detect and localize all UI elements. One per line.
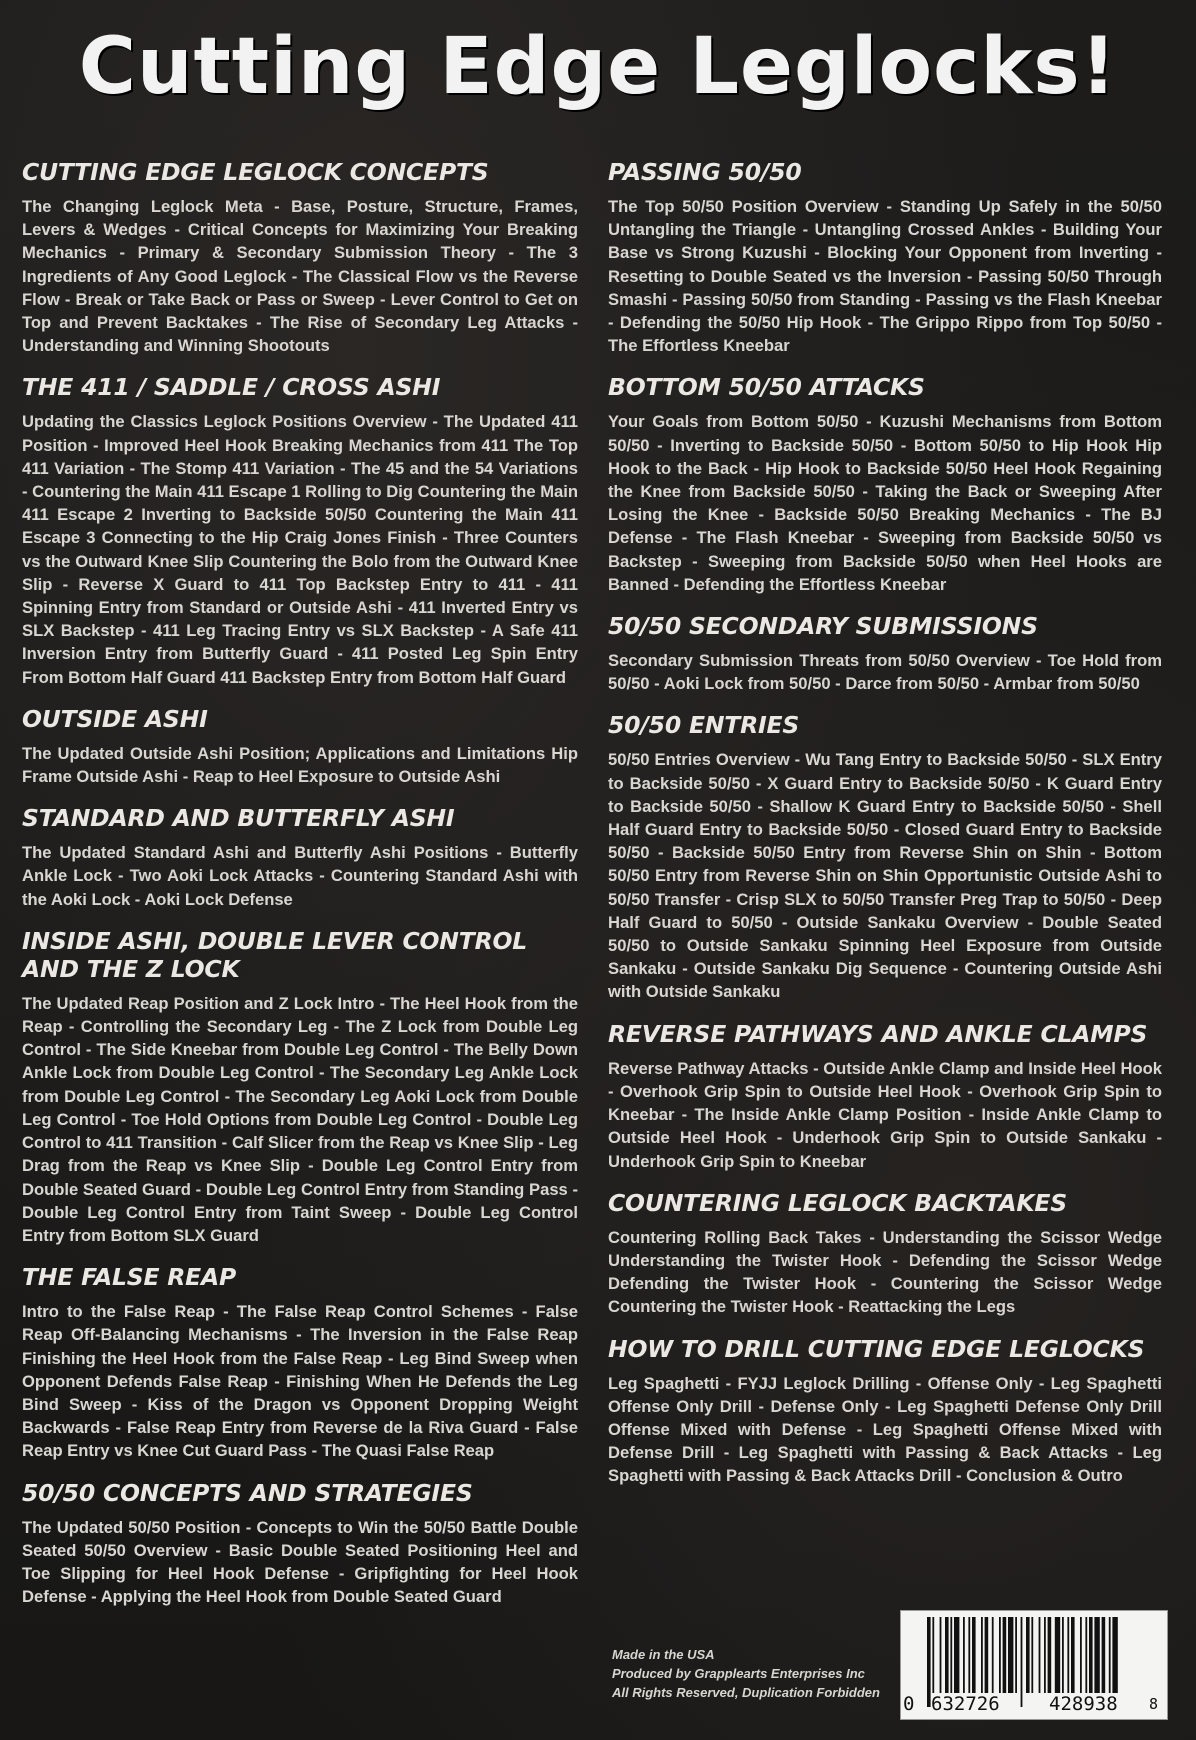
chapter-topics: The Top 50/50 Position Overview - Standing Up Safely in the 50/50 Untangling the Triangle - Untangling Crossed Ankles - Building Your Base vs Strong Kuzushi - Blocking Your Opponent from Inverting - Resetting to Double Seated vs the Inversion - Passing 50/50 Through Smashi - Passing 50/50 from Standing - Passing vs the Flash Kneebar - Defending the 50/50 Hip Hook - The Grippo Rippo from Top 50/50 - The Effortless Kneebar [608, 197, 1162, 356]
left-column [22, 158, 578, 1624]
barcode-digit-left: 0 [903, 1693, 915, 1715]
chapter-topics: 50/50 Entries Overview - Wu Tang Entry to Backside 50/50 - SLX Entry to Backside 50/50 - X Guard Entry to Backside 50/50 - K Guard Entry to Backside 50/50 - Shallow K Guard Entry to Backside 50/50 - Shell Half Guard Entry to Backside 50/50 - Closed Guard Entry to Backside 50/50 - Backside 50/50 Entry from Reverse Shin on Shin - Bottom 50/50 Entry from Reverse Shin on Shin Opportunistic Outside Ashi to 50/50 Transfer - Crisp SLX to 50/50 Transfer Preg Trap to 50/50 - Deep Half Guard to 50/50 - Outside Sankaku Overview - Double Seated 50/50 to Outside Sankaku Spinning Heel Exposure from Outside Sankaku - Outside Sankaku Dig Sequence - Countering Outside Ashi with Outside Sankaku [608, 750, 1162, 1002]
chapter-topics: The Changing Leglock Meta - Base, Posture, Structure, Frames, Levers & Wedges - Critical Concepts for Maximizing Your Breaking Mechanics - Primary & Secondary Submission Theory - The 3 Ingredients of Any Good Leglock - The Classical Flow vs the Reverse Flow - Break or Take Back or Pass or Sweep - Lever Control to Get on Top and Prevent Backtakes - The Rise of Secondary Leg Attacks - Understanding and Winning Shootouts [22, 197, 578, 356]
chapter-heading: BOTTOM 50/50 ATTACKS [608, 373, 925, 402]
chapter-section [22, 373, 578, 688]
chapter-heading: OUTSIDE ASHI [22, 704, 208, 733]
chapter-topics: Secondary Submission Threats from 50/50 Overview - Toe Hold from 50/50 - Aoki Lock from 50/50 - Darce from 50/50 - Armbar from 50/50 [608, 651, 1162, 694]
chapter-heading: COUNTERING LEGLOCK BACKTAKES [608, 1188, 1067, 1217]
chapter-topics: Leg Spaghetti - FYJJ Leglock Drilling - Offense Only - Leg Spaghetti Offense Only Drill - Defense Only - Leg Spaghetti Defense Only Drill Offense Mixed with Defense - Leg Spaghetti Offense Mixed with Defense Drill - Leg Spaghetti with Passing & Back Attacks - Leg Spaghetti with Passing & Back Attacks Drill - Conclusion & Outro [608, 1373, 1162, 1486]
chapter-heading: CUTTING EDGE LEGLOCK CONCEPTS [22, 158, 489, 186]
footer-made-in: Made in the USA [612, 1647, 715, 1662]
chapter-topics: Countering Rolling Back Takes - Understanding the Scissor Wedge Understanding the Twister Hook - Defending the Scissor Wedge Defending the Twister Hook - Countering the Scissor Wedge Countering the Twister Hook - Reattacking the Legs [608, 1227, 1162, 1317]
chapter-heading: HOW TO DRILL CUTTING EDGE LEGLOCKS [608, 1334, 1145, 1363]
barcode-group-right: 428938 [1049, 1693, 1118, 1715]
footer-credits [612, 1645, 902, 1702]
chapter-heading: 50/50 SECONDARY SUBMISSIONS [608, 612, 1038, 641]
chapter-section [22, 927, 578, 1247]
chapter-heading: THE 411 / SADDLE / CROSS ASHI [22, 373, 441, 402]
footer-rights: All Rights Reserved, Duplication Forbidden [612, 1685, 880, 1700]
right-column [608, 158, 1162, 1504]
barcode-group-left: 632726 [931, 1693, 1000, 1715]
footer-producer: Produced by Grapplearts Enterprises Inc [612, 1666, 865, 1681]
chapter-section [22, 804, 578, 911]
chapter-topics: The Updated 50/50 Position - Concepts to Win the 50/50 Battle Double Seated 50/50 Overview - Basic Double Seated Positioning Heel and Toe Slipping for Heel Hook Defense - Gripfighting for Heel Hook Defense - Applying the Heel Hook from Double Seated Guard [22, 1517, 578, 1607]
chapter-topics: Reverse Pathway Attacks - Outside Ankle Clamp and Inside Heel Hook - Overhook Grip Spin to Outside Heel Hook - Overhook Grip Spin to Kneebar - The Inside Ankle Clamp Position - Inside Ankle Clamp to Outside Heel Hook - Underhook Grip Spin to Outside Sankaku - Underhook Grip Spin to Kneebar [608, 1058, 1162, 1171]
chapter-section [22, 705, 578, 788]
barcode [900, 1610, 1168, 1720]
chapter-heading: INSIDE ASHI, DOUBLE LEVER CONTROL AND THE Z LOCK [22, 926, 528, 983]
chapter-heading: 50/50 CONCEPTS AND STRATEGIES [22, 1478, 473, 1507]
chapter-section [608, 1020, 1162, 1173]
chapter-section [22, 1263, 578, 1462]
chapter-heading: THE FALSE REAP [22, 1263, 237, 1292]
chapter-topics: The Updated Standard Ashi and Butterfly Ashi Positions - Butterfly Ankle Lock - Two Aoki Lock Attacks - Countering Standard Ashi with the Aoki Lock - Aoki Lock Defense [22, 843, 578, 909]
chapter-heading: REVERSE PATHWAYS AND ANKLE CLAMPS [608, 1019, 1148, 1048]
chapter-section [608, 158, 1162, 357]
chapter-topics: Updating the Classics Leglock Positions Overview - The Updated 411 Position - Improved Heel Hook Breaking Mechanics from 411 The Top 411 Variation - The Stomp 411 Variation - The 45 and the 54 Variations - Countering the Main 411 Escape 1 Rolling to Dig Countering the Main 411 Escape 2 Inverting to Backside 50/50 Countering the Main 411 Escape 3 Connecting to the Hip Craig Jones Finish - Three Counters vs the Outward Knee Slip Countering the Bolo from the Outward Knee Slip - Reverse X Guard to 411 Top Backstep Entry to 411 - 411 Spinning Entry from Standard or Outside Ashi - 411 Inverted Entry vs SLX Backstep - 411 Leg Tracing Entry vs SLX Backstep - A Safe 411 Inversion Entry from Butterfly Guard - 411 Posted Leg Spin Entry From Bottom Half Guard 411 Backstep Entry from Bottom Half Guard [22, 412, 578, 687]
chapter-heading: PASSING 50/50 [608, 158, 802, 186]
chapter-section [608, 612, 1162, 695]
chapter-heading: 50/50 ENTRIES [608, 711, 800, 740]
chapter-topics: The Updated Reap Position and Z Lock Intro - The Heel Hook from the Reap - Controlling the Secondary Leg - The Z Lock from Double Leg Control - The Side Kneebar from Double Leg Control - The Belly Down Ankle Lock from Double Leg Control - The Secondary Leg Ankle Lock from Double Leg Control - The Secondary Leg Aoki Lock from Double Leg Control - Toe Hold Options from Double Leg Control - Double Leg Control to 411 Transition - Calf Slicer from the Reap vs Knee Slip - Leg Drag from the Reap vs Knee Slip - Double Leg Control Entry from Double Seated Guard - Double Leg Control Entry from Standing Pass - Double Leg Control Entry from Taint Sweep - Double Leg Control Entry from Bottom SLX Guard [22, 993, 578, 1245]
barcode-digit-right: 8 [1149, 1695, 1159, 1713]
chapter-section [608, 373, 1162, 596]
chapter-section [22, 158, 578, 357]
chapter-topics: The Updated Outside Ashi Position; Applications and Limitations Hip Frame Outside Ashi - Reap to Heel Exposure to Outside Ashi [22, 743, 578, 787]
chapter-topics: Intro to the False Reap - The False Reap Control Schemes - False Reap Off-Balancing Mechanisms - The Inversion in the False Reap Finishing the Heel Hook from the False Reap - Leg Bind Sweep when Opponent Defends False Reap - Finishing When He Defends the Leg Bind Sweep - Kiss of the Dragon vs Opponent Dropping Weight Backwards - False Reap Entry from Reverse de la Riva Guard - False Reap Entry vs Knee Cut Guard Pass - The Quasi False Reap [22, 1302, 578, 1461]
chapter-section [608, 1335, 1162, 1488]
chapter-topics: Your Goals from Bottom 50/50 - Kuzushi Mechanisms from Bottom 50/50 - Inverting to Backside 50/50 - Bottom 50/50 to Hip Hook Hip Hook to the Back - Hip Hook to Backside 50/50 Heel Hook Regaining the Knee from Backside 50/50 - Taking the Back or Sweeping After Losing the Knee - Backside 50/50 Breaking Mechanics - The BJ Defense - The Flash Kneebar - Sweeping from Backside 50/50 vs Backstep - Sweeping from Backside 50/50 when Heel Hooks are Banned - Defending the Effortless Kneebar [608, 412, 1162, 594]
page-title: Cutting Edge Leglocks! [78, 22, 1118, 112]
chapter-heading: STANDARD AND BUTTERFLY ASHI [22, 804, 455, 833]
chapter-section [608, 1189, 1162, 1319]
chapter-section [608, 711, 1162, 1003]
chapter-section [22, 1479, 578, 1609]
